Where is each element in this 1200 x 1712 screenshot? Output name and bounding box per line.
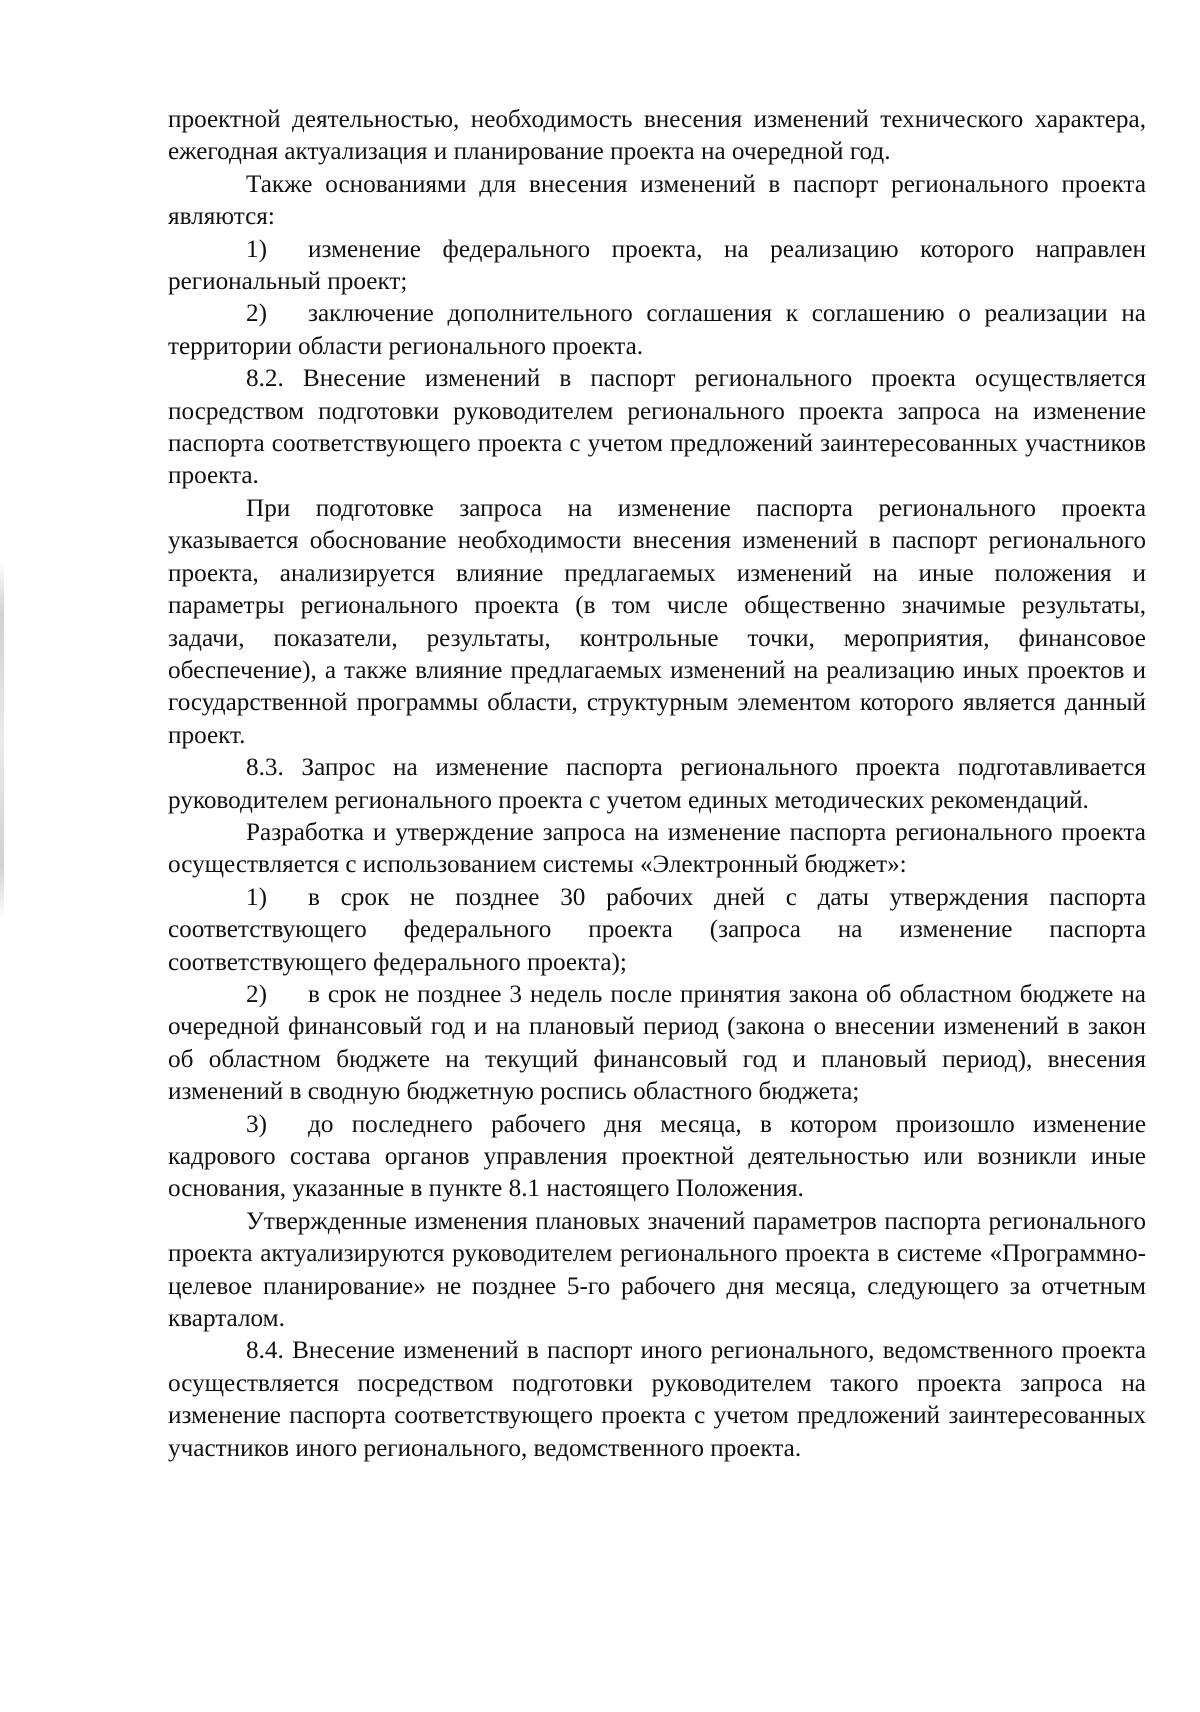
- list-number: 2): [246, 300, 267, 328]
- paragraph-8-4: 8.4. Внесение изменений в паспорт иного регионального, ведомственного проекта осуществляется посредством подготовки руководителем такого проекта запроса на изменение паспорта соответствующего проекта с учетом предложений заинтересованных участников иного регионального, ведомственного проекта.: [168, 1337, 1146, 1462]
- list-item-text: заключение дополнительного соглашения к соглашению о реализации на территории области регионального проекта.: [168, 300, 1146, 360]
- paragraph-8-3: 8.3. Запрос на изменение паспорта регионального проекта подготавливается руководителем регионального проекта с учетом единых методических рекомендаций.: [168, 754, 1146, 814]
- list-number: 1): [246, 883, 267, 911]
- list-number: 1): [246, 235, 267, 263]
- list-item-text: в срок не позднее 3 недель после принятия закона об областном бюджете на очередной финансовый год и на плановый период (закона о внесении изменений в закон об областном бюджете на текущий финансовый год и плановый период), внесения изменений в сводную бюджетную роспись областного бюджета;: [168, 980, 1146, 1106]
- scan-edge-artifact: [0, 560, 4, 920]
- list-item-2-additional-agreement: [168, 298, 1146, 363]
- list-item-3-last-working-day: [168, 1109, 1146, 1206]
- list-item-text: в срок не позднее 30 рабочих дней с даты утверждения паспорта соответствующего федерального проекта (запроса на изменение паспорта соответствующего федерального проекта);: [168, 883, 1146, 976]
- list-number: 3): [246, 1110, 267, 1138]
- list-item-1-30-days: [168, 882, 1146, 979]
- list-item-1-federal-project-change: [168, 234, 1146, 299]
- list-item-text: изменение федерального проекта, на реализацию которого направлен региональный проект;: [168, 235, 1146, 296]
- paragraph-continuation: проектной деятельностью, необходимость внесения изменений технического характера, ежегодная актуализация и планирование проекта на очередной год.: [168, 106, 1146, 166]
- paragraph-approved-changes: Утвержденные изменения плановых значений параметров паспорта регионального проекта актуализируются руководителем регионального проекта в системе «Программно-целевое планирование» не позднее 5-го рабочего дня месяца, следующего за отчетным кварталом.: [168, 1207, 1146, 1333]
- paragraph-electronic-budget: Разработка и утверждение запроса на изменение паспорта регионального проекта осуществляется с использованием системы «Электронный бюджет»:: [168, 818, 1146, 879]
- list-item-text: до последнего рабочего дня месяца, в котором произошло изменение кадрового состава органов управления проектной деятельностью или возникли иные основания, указанные в пункте 8.1 настоящего Положения.: [168, 1110, 1146, 1203]
- paragraph-grounds-intro: Также основаниями для внесения изменений в паспорт регионального проекта являются:: [168, 170, 1146, 231]
- document-body: [168, 104, 1146, 1465]
- list-number: 2): [246, 980, 267, 1008]
- list-item-2-3-weeks: [168, 979, 1146, 1109]
- paragraph-8-2: 8.2. Внесение изменений в паспорт регионального проекта осуществляется посредством подготовки руководителем регионального проекта запроса на изменение паспорта соответствующего проекта с учетом предложений заинтересованных участников проекта.: [168, 365, 1146, 490]
- paragraph-request-justification: При подготовке запроса на изменение паспорта регионального проекта указывается обоснование необходимости внесения изменений в паспорт регионального проекта, анализируется влияние предлагаемых изменений на иные положения и параметры регионального проекта (в том числе общественно значимые результаты, задачи, показатели, результаты, контрольные точки, мероприятия, финансовое обеспечение), а также влияние предлагаемых изменений на реализацию иных проектов и государственной программы области, структурным элементом которого является данный проект.: [168, 494, 1146, 749]
